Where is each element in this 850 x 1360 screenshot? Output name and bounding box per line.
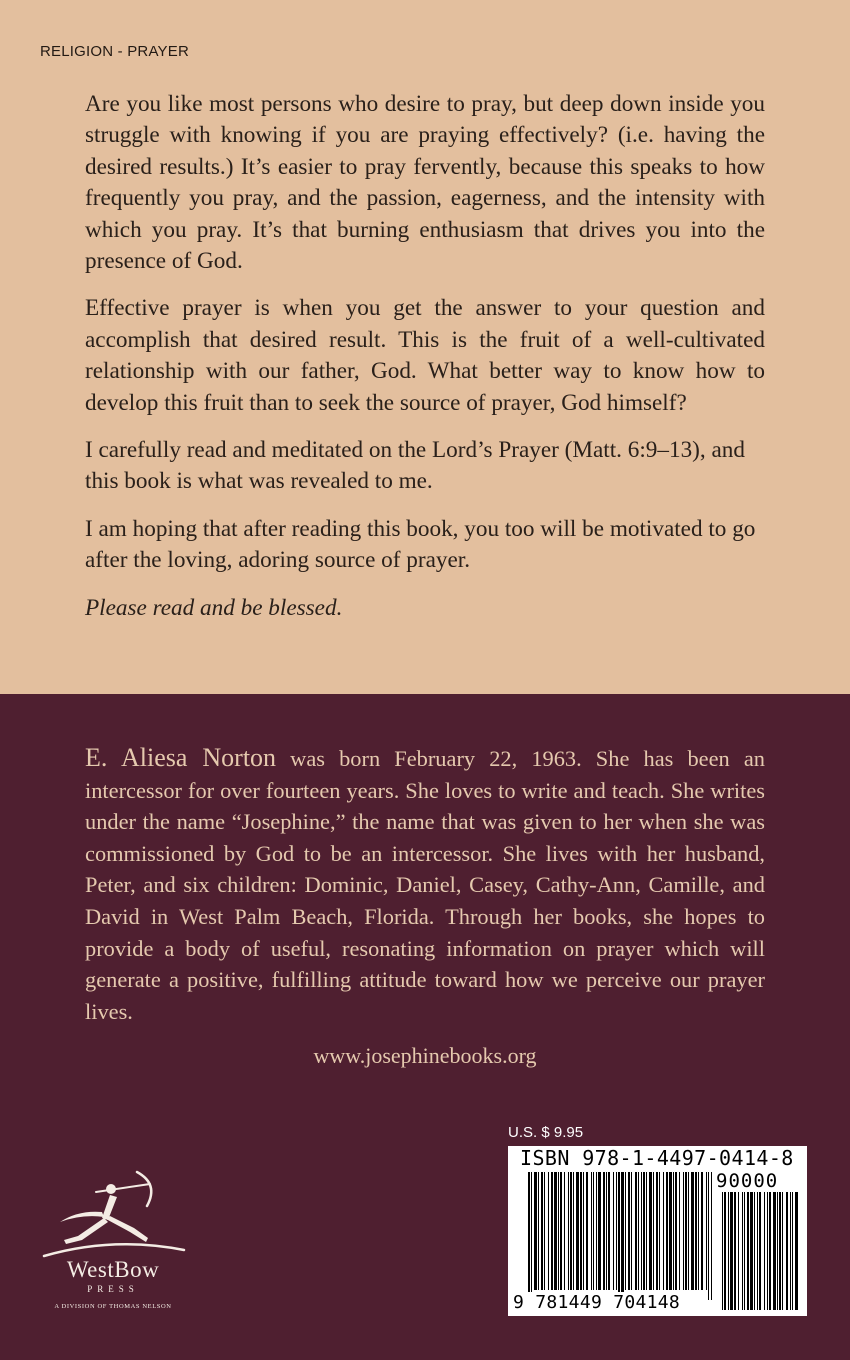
- barcode-bar: [568, 1172, 569, 1290]
- addon-bar: [777, 1192, 778, 1310]
- barcode-bar: [538, 1172, 539, 1290]
- addon-bar: [757, 1192, 758, 1310]
- barcode-bar: [593, 1172, 594, 1290]
- addon-bar: [764, 1192, 765, 1310]
- barcode-bar: [541, 1172, 543, 1290]
- barcode-bar: [698, 1172, 699, 1290]
- barcode-bar: [621, 1172, 624, 1300]
- addon-bar: [730, 1192, 733, 1310]
- barcode-bar: [534, 1172, 537, 1290]
- addon-bar: [759, 1192, 761, 1310]
- barcode-bar: [560, 1172, 562, 1290]
- barcode-bar: [688, 1172, 689, 1290]
- archer-icon: [38, 1170, 188, 1260]
- barcode-bar: [708, 1172, 709, 1300]
- barcode-bar: [711, 1172, 712, 1300]
- barcode-bar: [635, 1172, 637, 1290]
- addon-bar: [738, 1192, 739, 1310]
- barcode-bar: [641, 1172, 642, 1290]
- addon-bar: [754, 1192, 755, 1310]
- barcode-bar: [616, 1172, 617, 1290]
- addon-bar: [773, 1192, 776, 1310]
- barcode-bar: [573, 1172, 574, 1290]
- barcode-bar: [583, 1172, 584, 1290]
- blurb-paragraph: I am hoping that after reading this book, you too will be motivated to go after the loving, adoring source of prayer.: [85, 515, 756, 574]
- barcode-bar: [643, 1172, 645, 1290]
- barcode-bar: [608, 1172, 610, 1290]
- addon-bar: [742, 1192, 743, 1310]
- barcode-bar: [564, 1172, 565, 1290]
- barcode-bar: [576, 1172, 579, 1290]
- author-name: E. Aliesa Norton: [85, 743, 277, 772]
- barcode-bar: [675, 1172, 677, 1290]
- barcode-bar: [656, 1172, 658, 1290]
- blurb-text: [85, 89, 765, 640]
- barcode-bar: [649, 1172, 652, 1290]
- barcode-bar: [613, 1172, 614, 1290]
- publisher-wordmark: WestBow: [66, 1257, 160, 1282]
- barcode-bar: [631, 1172, 632, 1290]
- barcode-bar: [701, 1172, 703, 1290]
- barcode-bar: [531, 1172, 532, 1300]
- barcode-bar: [673, 1172, 674, 1290]
- barcode-digits: 9 781449 704148: [513, 1292, 681, 1313]
- barcode-bar: [691, 1172, 694, 1290]
- addon-bar: [722, 1192, 723, 1310]
- blurb-closing: Please read and be blessed.: [85, 594, 343, 621]
- addon-bar: [744, 1192, 745, 1310]
- publisher-press: PRESS: [87, 1284, 139, 1294]
- author-bio-text: was born February 22, 1963. She has been an intercessor for over fourteen years. She loves to write and teach. She writes under the name “Josephine,” the name that was given to her when she was commissioned by God to be an intercessor. She lives with her husband, Peter, and six children: Dominic, Daniel, Casey, Cathy-Ann, Camille, and David in West Palm Beach, Florida. Through her books, she hopes to provide a body of useful, resonating information on prayer which will generate a positive, fulfilling attitude toward how we perceive our prayer lives.: [85, 746, 765, 1024]
- barcode-bar: [659, 1172, 660, 1290]
- barcode-bar: [679, 1172, 680, 1290]
- barcode-bar: [663, 1172, 664, 1290]
- barcode-bar: [570, 1172, 572, 1290]
- addon-bar: [747, 1192, 749, 1310]
- publisher-division: A DIVISION OF THOMAS NELSON: [54, 1303, 172, 1310]
- barcode-bar: [625, 1172, 626, 1290]
- blurb-paragraph: I carefully read and meditated on the Lord’s Prayer (Matt. 6:9–13), and this book is what was revealed to me.: [85, 437, 745, 495]
- addon-bar: [767, 1192, 768, 1310]
- addon-bar: [786, 1192, 788, 1310]
- barcode-bar: [628, 1172, 630, 1290]
- author-bio: [85, 742, 765, 1027]
- barcode-bar: [685, 1172, 687, 1290]
- barcode-bar: [586, 1172, 588, 1290]
- addon-bar: [782, 1192, 783, 1310]
- addon-bar: [734, 1192, 736, 1310]
- category-label: RELIGION - PRAYER: [40, 43, 189, 60]
- westbow-press-logo: [38, 1170, 188, 1320]
- addon-bar: [790, 1192, 791, 1310]
- barcode-bar: [548, 1172, 549, 1290]
- barcode-bar: [554, 1172, 557, 1290]
- barcode-bar: [666, 1172, 668, 1290]
- barcode-bar: [558, 1172, 559, 1290]
- isbn-label: ISBN 978-1-4497-0414-8: [520, 1146, 794, 1170]
- barcode-bar: [638, 1172, 639, 1290]
- barcode-bar: [596, 1172, 597, 1290]
- barcode-bar: [606, 1172, 607, 1290]
- barcode-bar: [591, 1172, 592, 1290]
- blurb-paragraph: Effective prayer is when you get the answer to your question and accomplish that desired result. This is the fruit of a well-cultivated relationship with our father, God. What better way to know how to develop this fruit than to seek the source of prayer, God himself?: [85, 295, 765, 416]
- addon-bar: [795, 1192, 798, 1310]
- barcode-bar: [695, 1172, 697, 1290]
- website-link[interactable]: www.josephinebooks.org: [313, 1043, 537, 1068]
- addon-bar: [769, 1192, 771, 1310]
- barcode-bar: [580, 1172, 582, 1290]
- barcode-bar: [551, 1172, 553, 1290]
- blurb-paragraph: Are you like most persons who desire to pray, but deep down inside you struggle with knowing if you are praying effectively? (i.e. having the desired results.) It’s easier to pray fervently, because this speaks to how frequently you pray, and the passion, eagerness, and the intensity with which you pray. It’s that burning enthusiasm that drives you into the presence of God.: [85, 91, 765, 275]
- addon-bar: [779, 1192, 781, 1310]
- barcode-bar: [653, 1172, 654, 1290]
- addon-bar: [728, 1192, 729, 1310]
- barcode-bar: [603, 1172, 605, 1290]
- addon-bar: [792, 1192, 793, 1310]
- barcode-bar: [646, 1172, 647, 1290]
- barcode-bar: [618, 1172, 620, 1300]
- barcode-bar: [544, 1172, 545, 1290]
- barcode-bar: [598, 1172, 601, 1290]
- addon-bar: [750, 1192, 753, 1310]
- addon-bar: [724, 1192, 726, 1310]
- barcode-bar: [669, 1172, 672, 1290]
- price-label: U.S. $ 9.95: [508, 1124, 584, 1141]
- barcode-bar: [528, 1172, 530, 1300]
- barcode-bar: [683, 1172, 684, 1290]
- barcode-bar: [706, 1172, 707, 1290]
- barcode-addon-digits: 90000: [716, 1170, 779, 1192]
